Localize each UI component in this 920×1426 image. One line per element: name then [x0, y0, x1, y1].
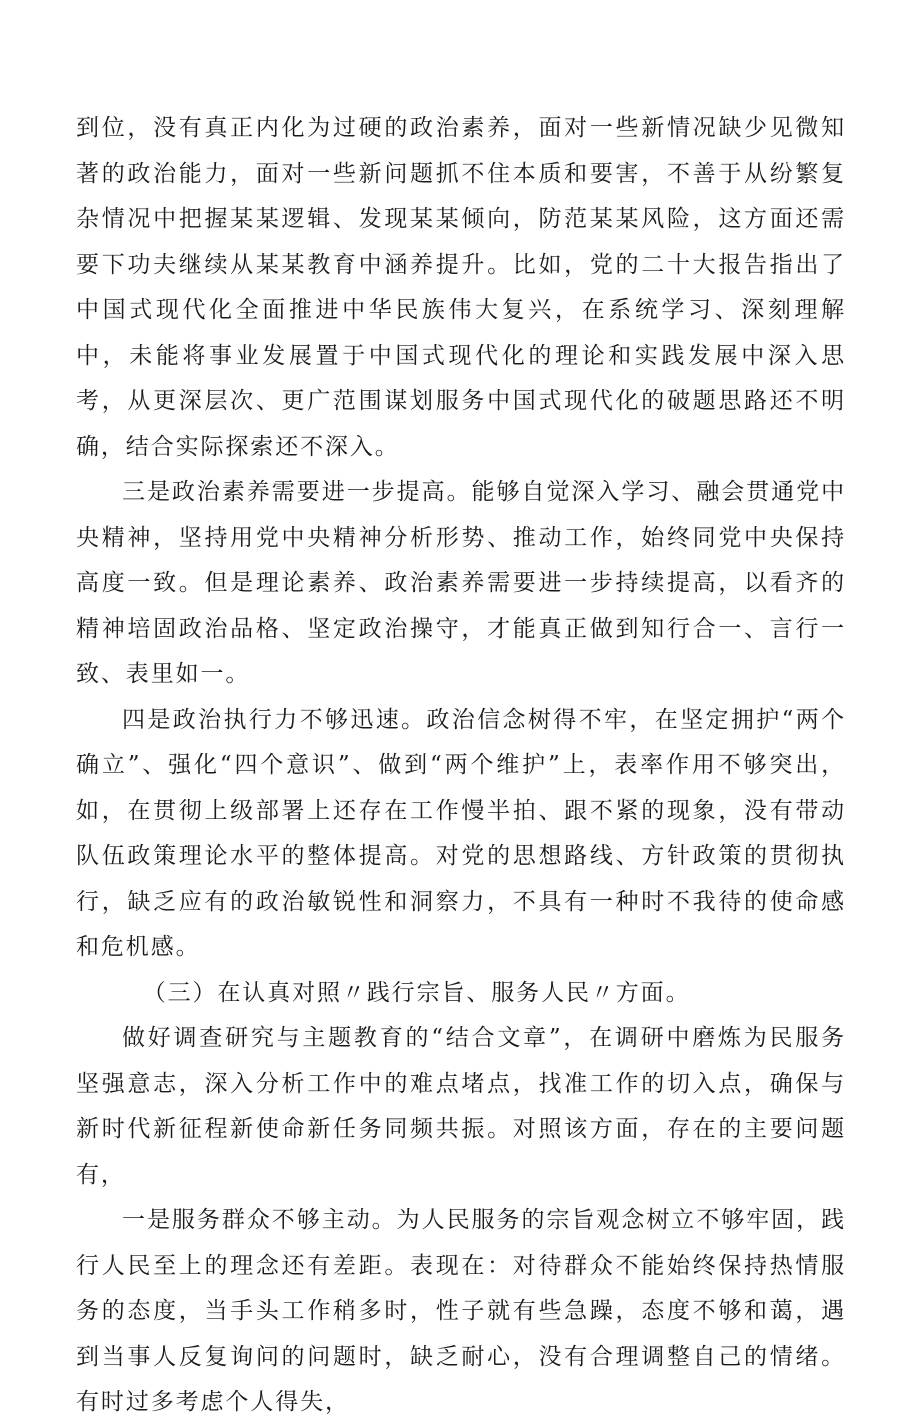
paragraph-political-ability: 到位，没有真正内化为过硬的政治素养，面对一些新情况缺少见微知著的政治能力，面对一些新问题抓不住本质和要害，不善于从纷繁复杂情况中把握某某逻辑、发现某某倾向，防范某某风险，这方面还需要下功夫继续从某某教育中涵养提升。比如，党的二十大报告指出了中国式现代化全面推进中华民族伟大复兴，在系统学习、深刻理解中，未能将事业发展置于中国式现代化的理论和实践发展中深入思考，从更深层次、更广范围谋划服务中国式现代化的破题思路还不明确，结合实际探索还不深入。 — [76, 115, 846, 460]
document-body — [76, 106, 846, 1426]
paragraph-research-integration: 做好调查研究与主题教育的“结合文章”，在调研中磨炼为民服务坚强意志，深入分析工作中的难点堵点，找准工作的切入点，确保与新时代新征程新使命新任务同频共振。对照该方面，存在的主要问题有， — [76, 1025, 846, 1188]
paragraph-serve-masses: 一是服务群众不够主动。为人民服务的宗旨观念树立不够牢固，践行人民至上的理念还有差距。表现在：对待群众不能始终保持热情服务的态度，当手头工作稍多时，性子就有些急躁，态度不够和蔼，遇到当事人反复询问的问题时，缺乏耐心，没有合理调整自己的情绪。有时过多考虑个人得失， — [76, 1207, 846, 1415]
paragraph-political-execution: 四是政治执行力不够迅速。政治信念树得不牢，在坚定拥护“两个确立”、强化“四个意识”、做到“两个维护”上，表率作用不够突出，如，在贯彻上级部署上还存在工作慢半拍、跟不紧的现象，没有带动队伍政策理论水平的整体提高。对党的思想路线、方针政策的贯彻执行，缺乏应有的政治敏锐性和洞察力，不具有一种时不我待的使命感和危机感。 — [76, 706, 846, 960]
paragraph-political-literacy: 三是政治素养需要进一步提高。能够自觉深入学习、融会贯通党中央精神，坚持用党中央精神分析形势、推动工作，始终同党中央保持高度一致。但是理论素养、政治素养需要进一步持续提高，以看齐的精神培固政治品格、坚定政治操守，才能真正做到知行合一、言行一致、表里如一。 — [76, 479, 846, 687]
section-heading-serve-people: （三）在认真对照〃践行宗旨、服务人民〃方面。 — [142, 979, 691, 1006]
